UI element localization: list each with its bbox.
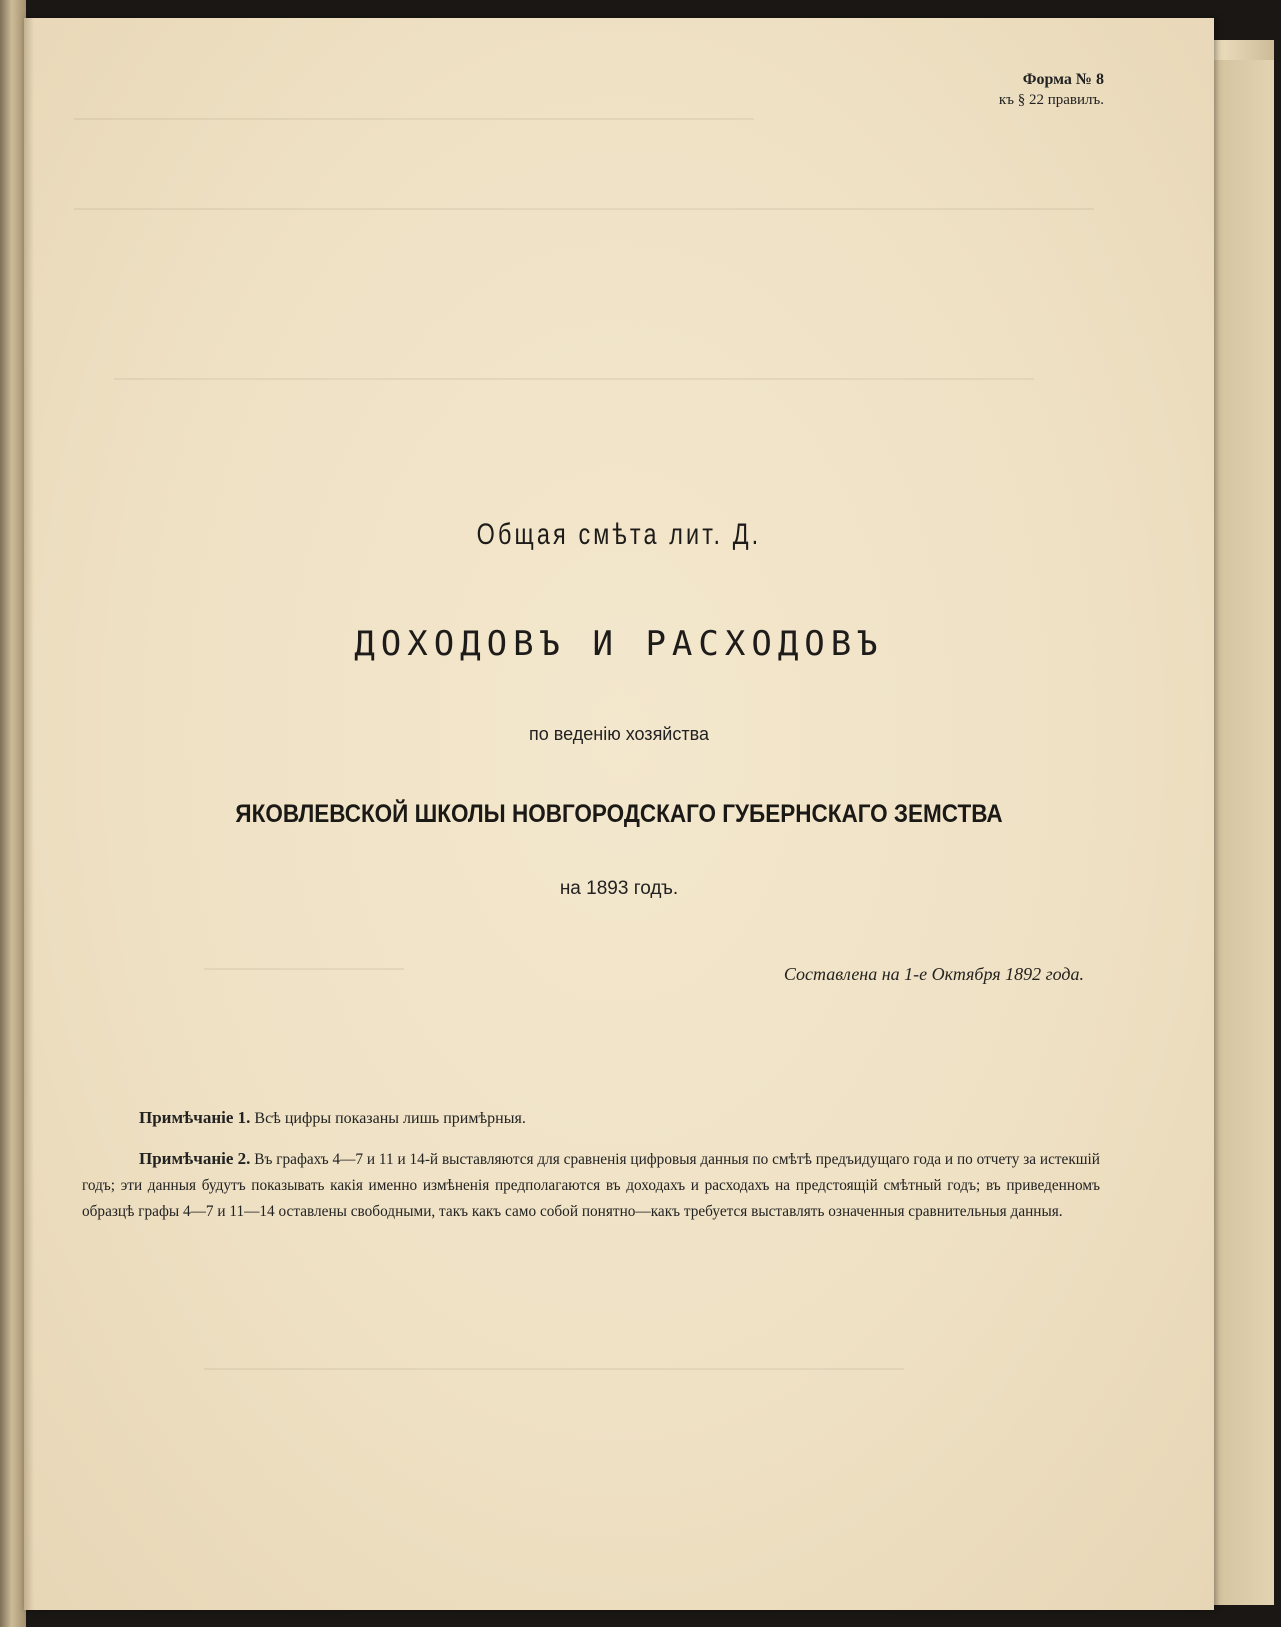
bleed-through-line: [114, 378, 1034, 380]
document-subtitle-purpose: по веденію хозяйства: [529, 724, 709, 744]
bleed-through-line: [204, 968, 404, 970]
page-fold-shadow: [24, 18, 34, 1610]
bleed-through-line: [74, 208, 1094, 210]
institution-name: ЯКОВЛЕВСКОЙ ШКОЛЫ НОВГОРОДСКАГО ГУБЕРНСКАГО ЗЕМСТВА: [235, 800, 1003, 828]
bleed-through-line: [204, 1368, 904, 1370]
compiled-date: Составлена на 1-е Октября 1892 года.: [783, 964, 1084, 984]
form-number: Форма № 8: [1022, 71, 1104, 88]
document-page: [24, 18, 1214, 1610]
note-2-text: Въ графахъ 4—7 и 11 и 14-й выставляются для сравненія цифровыя данныя по смѣтѣ предъидущаго года и по отчету за истекшій годъ; эти данныя будутъ показывать какія именно измѣненія предполагаются въ доходахъ и расходахъ на предстоящій смѣтный годъ; въ приведенномъ образцѣ графы 4—7 и 11—14 оставлены свободными, такъ какъ само собой понятно—какъ требуется выставлять означенныя сравнительныя данныя.: [82, 1151, 1100, 1220]
left-page-edge: [0, 0, 26, 1627]
note-1: [139, 1108, 1099, 1128]
document-title: Общая смѣта лит. Д.: [476, 518, 762, 551]
document-subtitle: ДОХОДОВЪ И РАСХОДОВЪ: [354, 624, 884, 664]
document-year: на 1893 годъ.: [559, 878, 679, 899]
underlying-sheet-edge: [1205, 60, 1274, 1605]
note-1-text: Всѣ цифры показаны лишь примѣрныя.: [254, 1110, 526, 1127]
bleed-through-line: [74, 118, 754, 120]
form-number-label: [834, 70, 1104, 110]
note-2: [82, 1146, 1100, 1225]
note-2-label: Примѣчаніе 2.: [139, 1149, 251, 1168]
note-1-label: Примѣчаніе 1.: [139, 1108, 251, 1127]
form-rule-reference: къ § 22 правилъ.: [998, 92, 1104, 108]
